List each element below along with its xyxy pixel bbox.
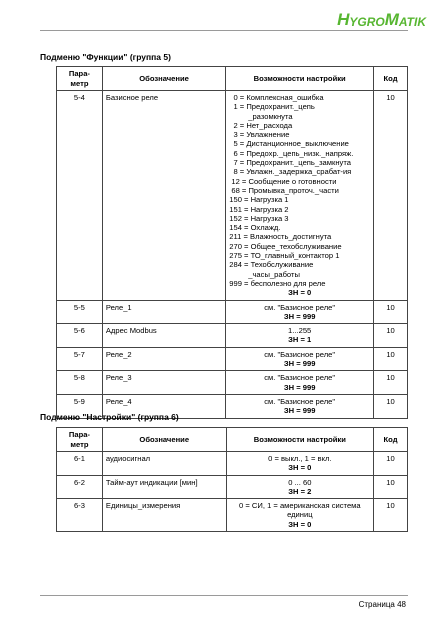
- name-cell: Базисное реле: [102, 91, 225, 301]
- option-line: 8 = Увлажн._задержка_срабат-ия: [229, 167, 352, 177]
- table-row: [57, 324, 408, 348]
- param-cell: 5-4: [57, 91, 103, 301]
- default-value: ЗН = 1: [288, 335, 312, 345]
- option-line: 12 = Сообщение о готовности: [229, 176, 337, 186]
- code-cell: 10: [374, 475, 408, 499]
- header-divider: [40, 30, 408, 31]
- options-cell: [226, 347, 374, 371]
- option-line: 154 = Охлажд.: [229, 223, 281, 233]
- options-text: см. "Базисное реле": [264, 373, 336, 383]
- default-value: ЗН = 2: [288, 486, 312, 496]
- code-cell: 10: [374, 91, 408, 301]
- default-value: ЗН = 0: [288, 288, 312, 298]
- options-cell: [226, 452, 373, 476]
- option-line: _разомкнута: [229, 111, 293, 121]
- table-row: [57, 452, 408, 476]
- param-cell: 6-2: [57, 475, 103, 499]
- settings-table: [56, 427, 408, 532]
- code-cell: 10: [374, 499, 408, 532]
- default-value: ЗН = 999: [283, 311, 316, 321]
- header-options: Возможности настройки: [226, 428, 373, 452]
- options-cell: [226, 371, 374, 395]
- option-line: 270 = Общее_техобслуживание: [229, 241, 342, 251]
- header-param: Пара- метр: [57, 67, 103, 91]
- code-cell: 10: [374, 452, 408, 476]
- option-line: 6 = Предохр._цепь_низк._напряж.: [229, 148, 354, 158]
- options-cell: [226, 499, 373, 532]
- table-row: [57, 371, 408, 395]
- table-row: [57, 91, 408, 301]
- param-cell: 5-7: [57, 347, 103, 371]
- name-cell: Реле_1: [102, 300, 225, 324]
- header-param: Пара- метр: [57, 428, 103, 452]
- header-name: Обозначение: [102, 67, 225, 91]
- logo-letter-h: H: [337, 10, 350, 29]
- option-line: 284 = Техобслуживание: [229, 260, 314, 270]
- option-line: 2 = Нет_расхода: [229, 120, 293, 130]
- header-name: Обозначение: [102, 428, 226, 452]
- options-cell: [226, 475, 373, 499]
- table-row: [57, 300, 408, 324]
- param-cell: 5-9: [57, 394, 103, 418]
- header-code: Код: [374, 67, 408, 91]
- options-text: 0 = выкл., 1 = вкл.: [268, 454, 332, 463]
- table-row: [57, 499, 408, 532]
- default-value: ЗН = 999: [283, 359, 316, 369]
- param-cell: 6-1: [57, 452, 103, 476]
- logo-letter-m: M: [384, 10, 399, 29]
- option-line: _часы_работы: [229, 269, 300, 279]
- name-cell: Тайм-аут индикации [мин]: [102, 475, 226, 499]
- param-cell: 5-5: [57, 300, 103, 324]
- name-cell: Адрес Modbus: [102, 324, 225, 348]
- options-cell: [226, 324, 374, 348]
- header-options: Возможности настройки: [226, 67, 374, 91]
- functions-table: [56, 66, 408, 419]
- option-line: 275 = ТО_главный_контактор 1: [229, 251, 340, 261]
- section-title-settings: Подменю "Настройки" (группа 6): [40, 412, 179, 422]
- default-value: ЗН = 0: [288, 519, 312, 529]
- section-title-functions: Подменю "Функции" (группа 5): [40, 52, 171, 62]
- options-text: см. "Базисное реле": [264, 349, 336, 359]
- option-line: 152 = Нагрузка 3: [229, 213, 289, 223]
- param-cell: 5-6: [57, 324, 103, 348]
- param-cell: 5-8: [57, 371, 103, 395]
- footer-divider: [40, 595, 408, 596]
- code-cell: 10: [374, 394, 408, 418]
- hygromatik-logo: [337, 10, 426, 28]
- option-line: 999 = бесполезно для реле: [229, 278, 326, 288]
- option-line: 7 = Предохранит._цепь_замкнута: [229, 158, 351, 168]
- name-cell: Реле_3: [102, 371, 225, 395]
- options-text: 1...255: [288, 326, 312, 336]
- option-line: 68 = Промывка_проточ._части: [229, 185, 339, 195]
- options-text: см. "Базисное реле": [264, 396, 336, 406]
- code-cell: 10: [374, 324, 408, 348]
- code-cell: 10: [374, 371, 408, 395]
- options-cell: [226, 91, 374, 301]
- option-line: 1 = Предохранит._цепь: [229, 102, 315, 112]
- options-cell: [226, 394, 374, 418]
- name-cell: Единицы_измерения: [102, 499, 226, 532]
- options-text: 0 = СИ, 1 = американская система единиц: [239, 501, 361, 520]
- default-value: ЗН = 999: [283, 382, 316, 392]
- options-text: 0 ... 60: [288, 477, 312, 487]
- options-cell: [226, 300, 374, 324]
- default-value: ЗН = 999: [283, 406, 316, 416]
- code-cell: 10: [374, 347, 408, 371]
- name-cell: Реле_4: [102, 394, 225, 418]
- option-line: 211 = Влажность_достигнута: [229, 232, 332, 242]
- name-cell: Реле_2: [102, 347, 225, 371]
- page-number: Страница 48: [358, 600, 406, 609]
- table-row: [57, 475, 408, 499]
- options-text: см. "Базисное реле": [264, 302, 336, 312]
- name-cell: аудиосигнал: [102, 452, 226, 476]
- param-cell: 6-3: [57, 499, 103, 532]
- option-line: 5 = Дистанционное_выключение: [229, 139, 349, 149]
- option-line: 0 = Комплексная_ошибка: [229, 93, 324, 102]
- default-value: ЗН = 0: [288, 463, 312, 473]
- code-cell: 10: [374, 300, 408, 324]
- logo-text-atik: ATIK: [398, 15, 426, 29]
- option-line: 3 = Увлажнение: [229, 130, 290, 140]
- logo-text-ygro: YGRO: [349, 15, 385, 29]
- table-row: [57, 347, 408, 371]
- option-line: 151 = Нагрузка 2: [229, 204, 289, 214]
- option-line: 150 = Нагрузка 1: [229, 195, 289, 205]
- header-code: Код: [374, 428, 408, 452]
